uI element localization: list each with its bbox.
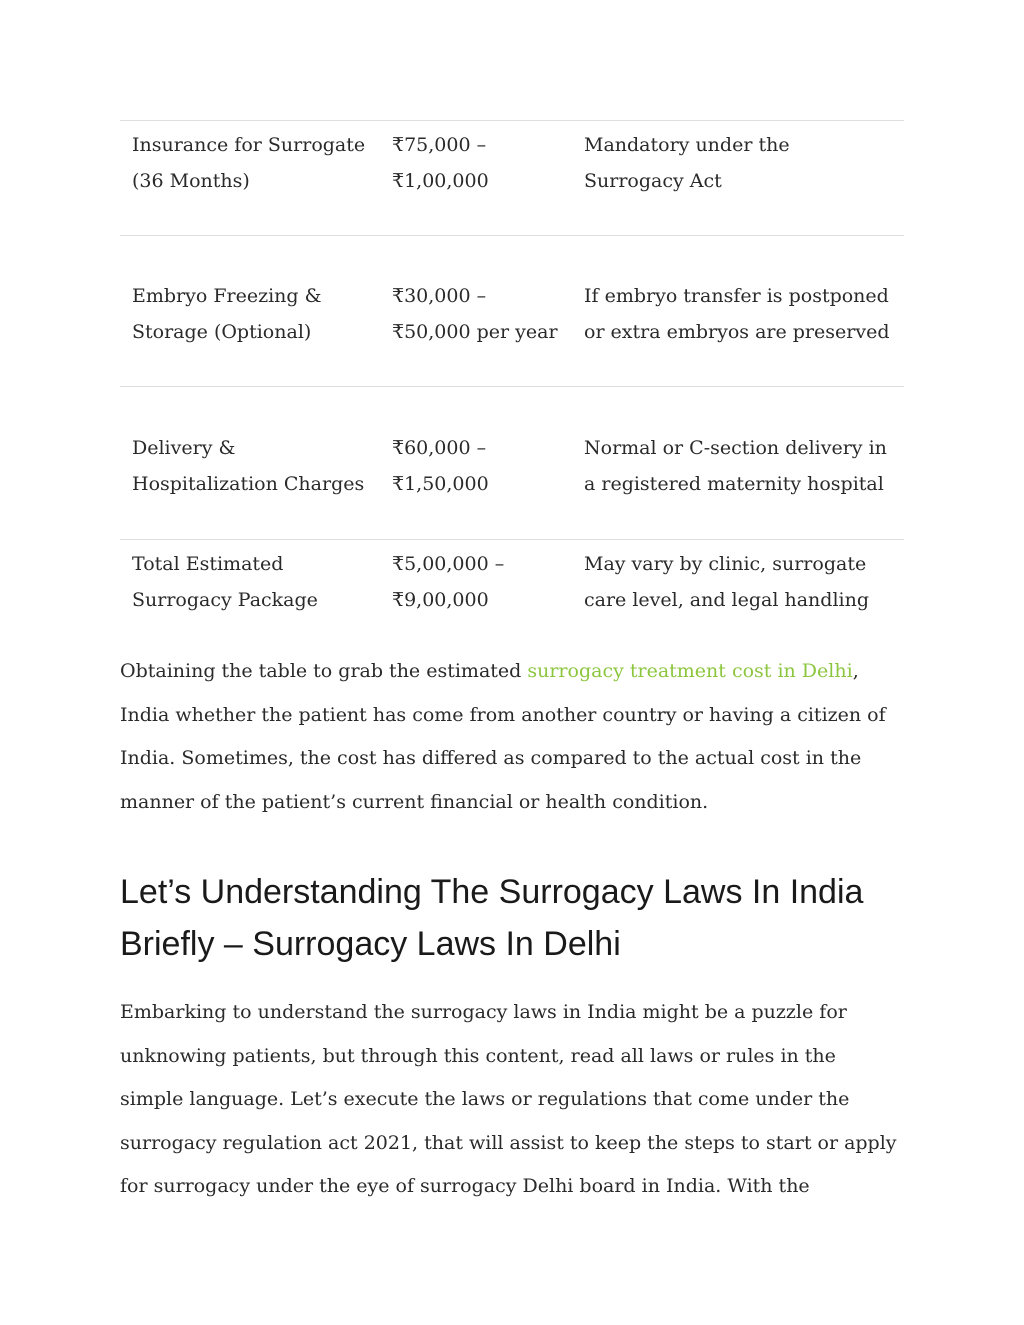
table-row [120, 387, 904, 540]
cost-amount-cell: ₹75,000 – ₹1,00,000 [392, 134, 489, 192]
cost-amount-cell: ₹30,000 – ₹50,000 per year [392, 285, 558, 343]
cost-note-cell: May vary by clinic, surrogate care level, and legal handling [584, 553, 869, 611]
section-heading: Let’s Understanding The Surrogacy Laws In India Briefly – Surrogacy Laws In Delhi [120, 873, 864, 963]
surrogacy-cost-table [120, 120, 904, 628]
surrogacy-cost-link[interactable]: surrogacy treatment cost in Delhi [527, 660, 853, 682]
paragraph-text: Obtaining the table to grab the estimated [120, 660, 528, 682]
table-row [120, 540, 904, 629]
cost-note-cell: Mandatory under the Surrogacy Act [584, 134, 790, 192]
cost-item-cell: Insurance for Surrogate (36 Months) [132, 134, 366, 192]
cost-amount-cell: ₹5,00,000 – ₹9,00,000 [392, 553, 505, 611]
document-page [120, 120, 904, 1197]
cost-summary-paragraph [120, 650, 904, 824]
laws-intro-paragraph: Embarking to understand the surrogacy laws in India might be a puzzle for unknowing patients, but through this content, read all laws or rules in the simple language. Let’s execute the laws or regulations that come under the surrogacy regulation act 2021, that will assist to keep the steps to start or apply for surrogacy under the eye of surrogacy Delhi board in India. With the [120, 1001, 897, 1197]
paragraph-text: , India whether the patient has come from another country or having a citizen of India. Sometimes, the cost has differed as compared to the actual cost in the manner of the patient’s current financial or health condition. [120, 660, 886, 813]
cost-note-cell: Normal or C-section delivery in a registered maternity hospital [584, 437, 887, 495]
cost-item-cell: Delivery & Hospitalization Charges [132, 437, 365, 495]
cost-item-cell: Total Estimated Surrogacy Package [132, 553, 318, 611]
cost-item-cell: Embryo Freezing & Storage (Optional) [132, 285, 322, 343]
cost-amount-cell: ₹60,000 – ₹1,50,000 [392, 437, 489, 495]
table-row [120, 236, 904, 387]
cost-note-cell: If embryo transfer is postponed or extra embryos are preserved [584, 285, 890, 343]
table-row [120, 121, 904, 236]
